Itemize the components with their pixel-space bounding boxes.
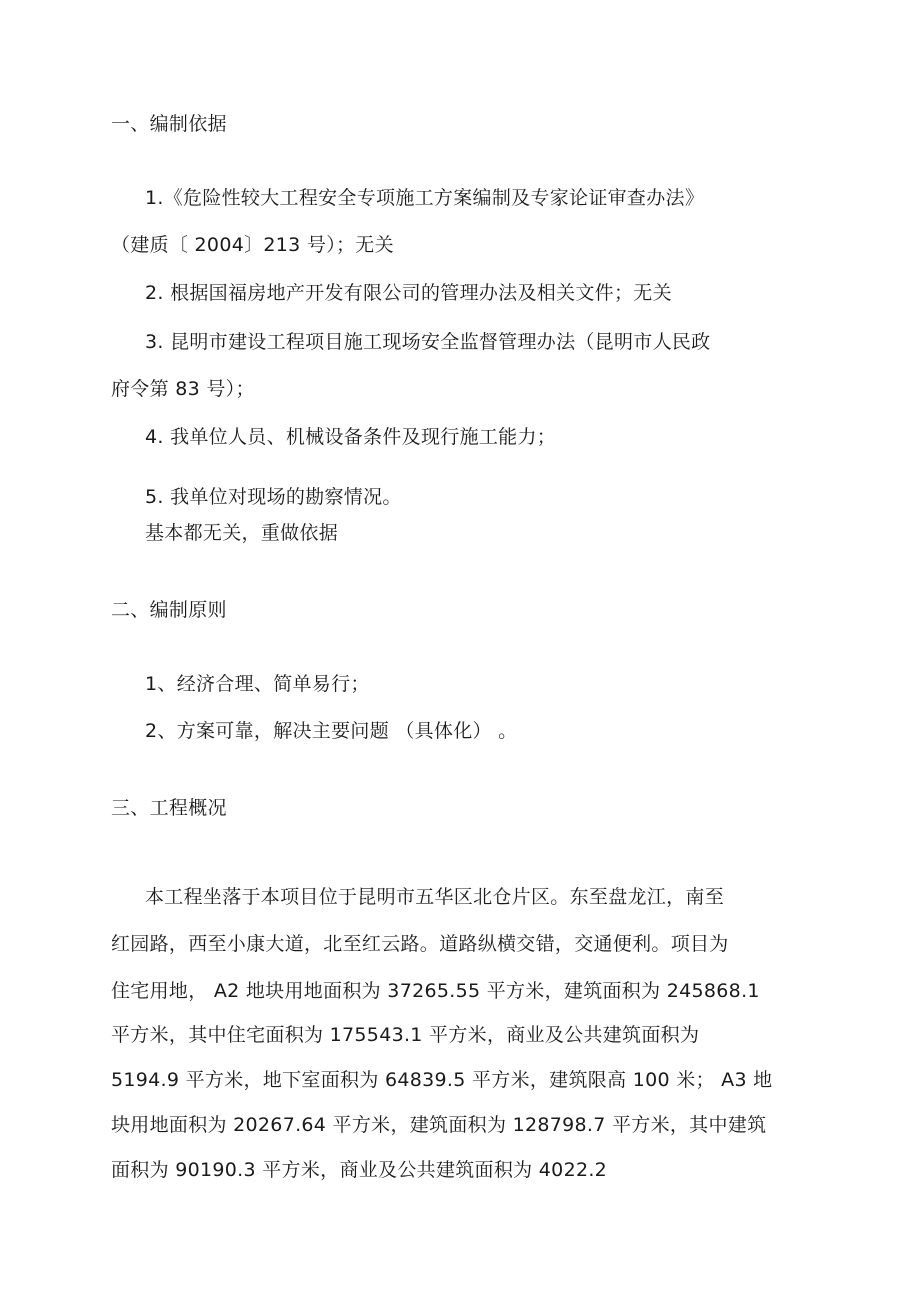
basis-item-1: 1.《危险性较大工程安全专项施工方案编制及专家论证审查办法》 [145,187,705,209]
principle-item-1: 1、经济合理、简单易行； [145,673,370,695]
principle-item-2: 2、方案可靠，解决主要问题 （具体化） 。 [145,720,518,742]
overview-line-6: 块用地面积为 20267.64 平方米，建筑面积为 128798.7 平方米，其中建筑 [111,1114,767,1136]
section-heading-basis: 一、编制依据 [111,113,227,135]
overview-line-4: 平方米，其中住宅面积为 175543.1 平方米，商业及公共建筑面积为 [111,1024,700,1046]
basis-item-4: 4. 我单位人员、机械设备条件及现行施工能力； [145,426,557,448]
basis-item-1-cont: （建质〔 2004〕213 号）；无关 [111,234,394,256]
basis-item-5: 5. 我单位对现场的勘察情况。 [145,486,402,508]
basis-item-3: 3. 昆明市建设工程项目施工现场安全监督管理办法（昆明市人民政 [145,331,711,353]
section-heading-principles: 二、编制原则 [111,599,227,621]
basis-item-2: 2. 根据国福房地产开发有限公司的管理办法及相关文件；无关 [145,282,672,304]
basis-note: 基本都无关，重做依据 [145,522,339,544]
overview-line-2: 红园路，西至小康大道，北至红云路。道路纵横交错，交通便利。项目为 [111,933,729,955]
overview-line-1: 本工程坐落于本项目位于昆明市五华区北仓片区。东至盘龙江，南至 [145,886,725,908]
overview-line-3: 住宅用地， A2 地块用地面积为 37265.55 平方米，建筑面积为 245868.1 [111,980,760,1002]
section-heading-overview: 三、工程概况 [111,797,227,819]
overview-line-7: 面积为 90190.3 平方米，商业及公共建筑面积为 4022.2 [111,1159,608,1181]
basis-item-3-cont: 府令第 83 号）； [111,378,255,400]
overview-line-5: 5194.9 平方米，地下室面积为 64839.5 平方米，建筑限高 100 米； A3 地 [111,1069,773,1091]
